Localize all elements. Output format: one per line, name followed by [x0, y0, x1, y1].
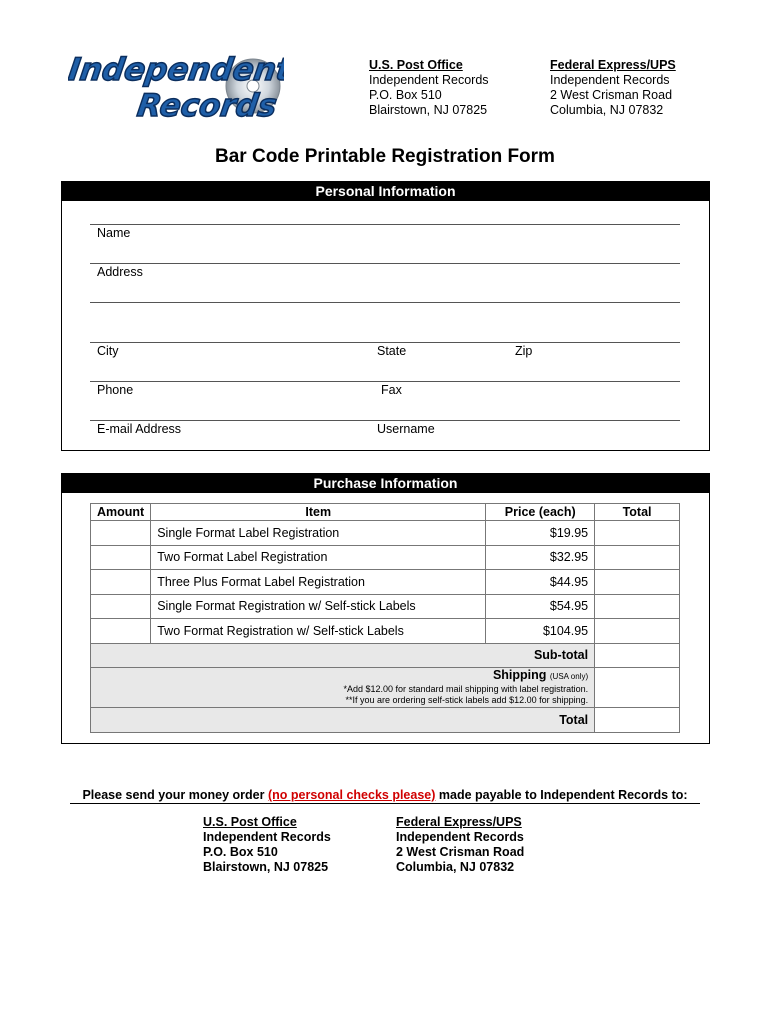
total-cell[interactable]	[595, 619, 680, 644]
total-cell[interactable]	[595, 570, 680, 595]
fax-label: Fax	[381, 383, 402, 397]
state-label: State	[377, 344, 407, 358]
name-line[interactable]	[90, 224, 680, 225]
email-line[interactable]	[90, 420, 680, 421]
fedex-title: Federal Express/UPS	[550, 58, 676, 72]
address-line: Columbia, NJ 07832	[550, 103, 664, 117]
address-line-1[interactable]	[90, 263, 680, 264]
price-cell: $54.95	[486, 594, 595, 619]
svg-text:Records: Records	[135, 88, 279, 124]
page-title: Bar Code Printable Registration Form	[215, 146, 555, 167]
total-header: Total	[595, 504, 680, 521]
amount-cell[interactable]	[91, 594, 151, 619]
address-line: Columbia, NJ 07832	[396, 860, 515, 874]
subtotal-label: Sub-total	[91, 643, 595, 668]
address-line: Independent Records	[396, 830, 524, 844]
table-row	[91, 570, 680, 595]
header-fedex-address	[550, 58, 676, 118]
total-row	[91, 708, 680, 733]
name-label: Name	[97, 226, 131, 240]
city-line[interactable]	[90, 342, 680, 343]
shipping-note-1: *Add $12.00 for standard mail shipping with label registration.	[343, 684, 589, 694]
item-cell: Single Format Label Registration	[151, 521, 486, 546]
amount-cell[interactable]	[91, 545, 151, 570]
address-line: 2 West Crisman Road	[550, 88, 673, 102]
fedex-title: Federal Express/UPS	[396, 815, 522, 829]
amount-header: Amount	[91, 504, 151, 521]
address-line: P.O. Box 510	[203, 845, 278, 859]
table-row	[91, 594, 680, 619]
address-line: Independent Records	[550, 73, 670, 87]
address-label: Address	[97, 265, 143, 279]
total-cell[interactable]	[595, 594, 680, 619]
payment-instructions	[70, 788, 700, 804]
shipping-note-2: **If you are ordering self-stick labels add $12.00 for shipping.	[345, 695, 589, 705]
post-office-title: U.S. Post Office	[369, 58, 463, 72]
table-row	[91, 619, 680, 644]
phone-line[interactable]	[90, 381, 680, 382]
total-cell[interactable]	[595, 545, 680, 570]
logo-graphic	[68, 46, 284, 124]
no-checks-warning: (no personal checks please)	[267, 788, 436, 802]
send-text-pre: Please send your money order	[82, 788, 268, 802]
table-row	[91, 521, 680, 546]
shipping-cell[interactable]	[595, 668, 680, 708]
purchase-info-heading: Purchase Information	[62, 474, 709, 493]
subtotal-cell[interactable]	[595, 643, 680, 668]
header-post-office-address	[369, 58, 489, 118]
personal-info-section	[61, 181, 710, 451]
address-line: 2 West Crisman Road	[396, 845, 525, 859]
item-cell: Two Format Label Registration	[151, 545, 486, 570]
address-line: P.O. Box 510	[369, 88, 442, 102]
address-line: Blairstown, NJ 07825	[369, 103, 488, 117]
svg-text:Independent: Independent	[68, 52, 284, 88]
subtotal-row	[91, 643, 680, 668]
price-cell: $32.95	[486, 545, 595, 570]
username-label: Username	[377, 422, 435, 436]
amount-cell[interactable]	[91, 570, 151, 595]
address-line: Independent Records	[369, 73, 489, 87]
item-cell: Two Format Registration w/ Self-stick Labels	[151, 619, 486, 644]
total-label: Total	[91, 708, 595, 733]
address-line: Blairstown, NJ 07825	[203, 860, 329, 874]
purchase-table	[90, 503, 680, 733]
item-cell: Three Plus Format Label Registration	[151, 570, 486, 595]
price-header: Price (each)	[486, 504, 595, 521]
city-label: City	[97, 344, 119, 358]
table-row	[91, 545, 680, 570]
email-label: E-mail Address	[97, 422, 182, 436]
price-cell: $104.95	[486, 619, 595, 644]
table-header-row	[91, 504, 680, 521]
shipping-row	[91, 668, 680, 708]
total-cell[interactable]	[595, 521, 680, 546]
item-header: Item	[151, 504, 486, 521]
address-line: Independent Records	[203, 830, 331, 844]
footer-post-office-address	[203, 815, 331, 875]
shipping-info	[91, 668, 595, 708]
price-cell: $19.95	[486, 521, 595, 546]
phone-label: Phone	[97, 383, 134, 397]
zip-label: Zip	[515, 344, 533, 358]
send-text-post: made payable to Independent Records to:	[435, 788, 688, 802]
address-line-2[interactable]	[90, 302, 680, 303]
post-office-title: U.S. Post Office	[203, 815, 297, 829]
item-cell: Single Format Registration w/ Self-stick Labels	[151, 594, 486, 619]
shipping-label: Shipping	[492, 668, 547, 682]
footer-fedex-address	[396, 815, 524, 875]
amount-cell[interactable]	[91, 521, 151, 546]
personal-info-heading: Personal Information	[62, 182, 709, 201]
grand-total-cell[interactable]	[595, 708, 680, 733]
amount-cell[interactable]	[91, 619, 151, 644]
shipping-usa-note: (USA only)	[549, 672, 589, 681]
price-cell: $44.95	[486, 570, 595, 595]
independent-records-logo	[68, 46, 284, 124]
